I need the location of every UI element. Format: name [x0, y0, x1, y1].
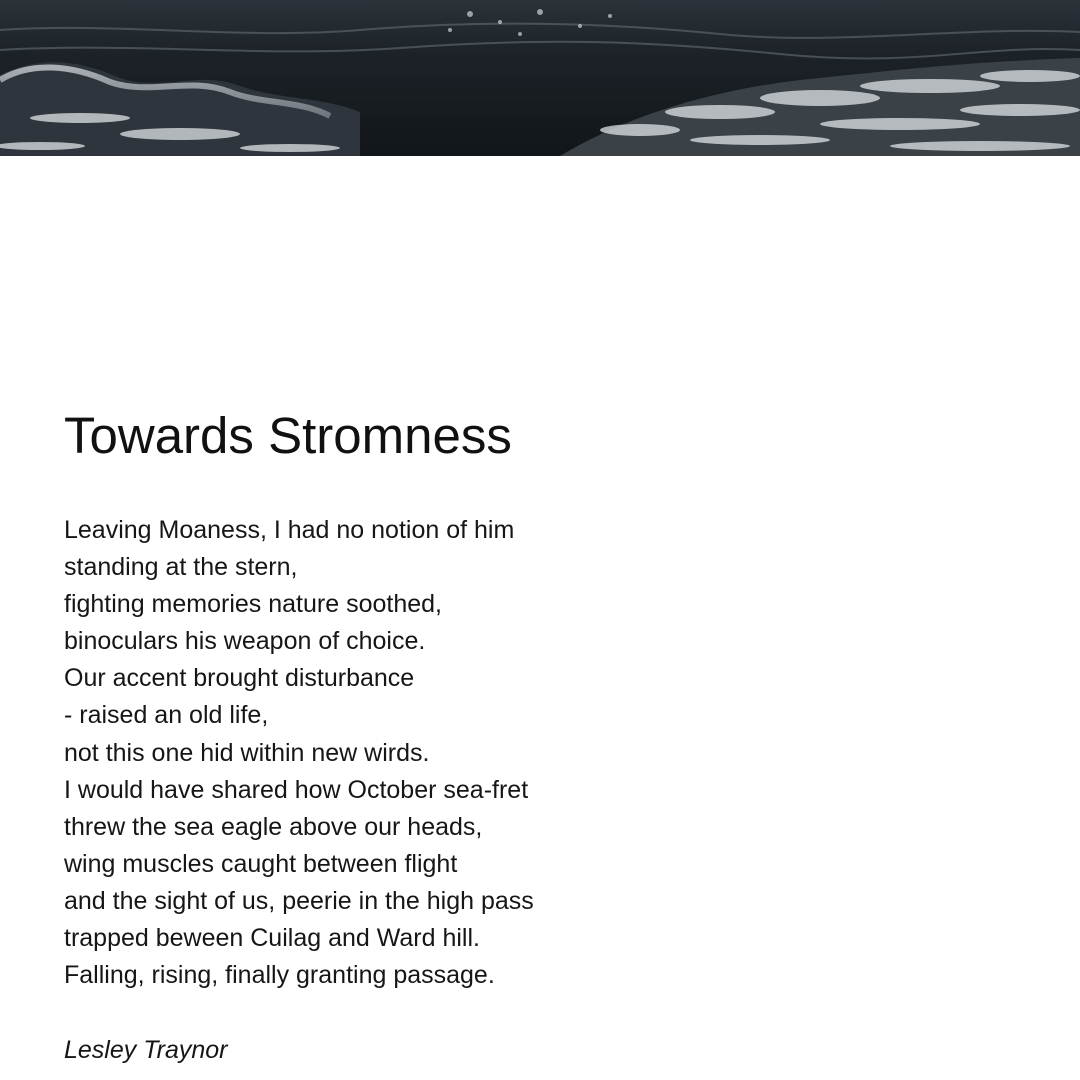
poem-line: not this one hid within new wirds. [64, 738, 430, 767]
poem-line: trapped beween Cuilag and Ward hill. [64, 924, 480, 953]
poem-line: fighting memories nature soothed, [64, 590, 442, 619]
poem-title: Towards Stromness [64, 407, 512, 464]
poem-line: Leaving Moaness, I had no notion of him [64, 516, 515, 544]
poem-line: Our accent brought disturbance [64, 664, 415, 693]
poem-line: wing muscles caught between flight [64, 849, 458, 878]
poem-line: I would have shared how October sea-fret [64, 775, 529, 804]
sea-waves-photo [0, 0, 1080, 156]
poem-line: threw the sea eagle above our heads, [64, 812, 483, 841]
poem-line: standing at the stern, [64, 553, 298, 582]
poem-author: Lesley Traynor [64, 1036, 228, 1064]
poem-line: and the sight of us, peerie in the high pass [64, 886, 534, 915]
poem-line: Falling, rising, finally granting passage. [64, 961, 495, 990]
poem-body [64, 512, 534, 994]
poem-line: binoculars his weapon of choice. [64, 627, 426, 656]
poem-line: - raised an old life, [64, 701, 269, 730]
